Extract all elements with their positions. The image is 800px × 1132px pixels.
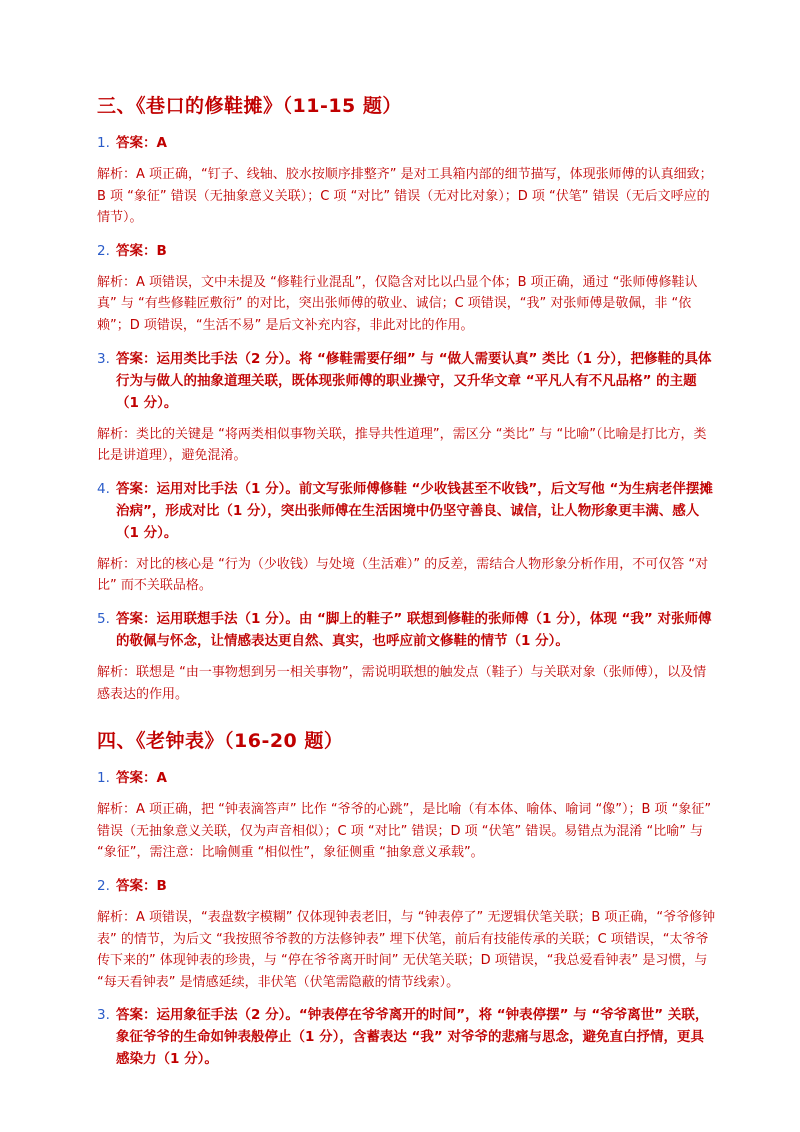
answer-text: 答案：A [116, 770, 167, 787]
explanation-text: 解析：A 项正确，“钉子、线轴、胶水按顺序排整齐” 是对工具箱内部的细节描写，体现张师傅的认真细致；B 项 “象征” 错误（无抽象意义关联）；C 项 “对比” 错误（无对比对象）；D 项 “伏笔” 错误（无后文呼应的情节）。 [97, 167, 713, 226]
section-title: 三、《巷口的修鞋摊》（11-15 题） [97, 95, 402, 117]
answer-text: 答案：运用对比手法（1 分）。前文写张师傅修鞋 “少收钱甚至不收钱”，后文写他 “为生病老伴摆摊治病”，形成对比（1 分），突出张师傅在生活困境中仍坚守善良、诚信，让人物形象更丰满、感人（1 分）。 [116, 480, 713, 541]
question-item [97, 608, 717, 652]
question-item [97, 240, 717, 262]
explanation-text: 解析：对比的核心是 “行为（少收钱）与处境（生活难）” 的反差，需结合人物形象分析作用，不可仅答 “对比” 而不关联品格。 [97, 556, 709, 594]
question-number: 5. [97, 610, 110, 627]
explanation-text: 解析：类比的关键是 “将两类相似事物关联，推导共性道理”，需区分 “类比” 与 “比喻”（比喻是打比方，类比是讲道理），避免混淆。 [97, 426, 707, 464]
question-item [97, 478, 717, 544]
explanation-text: 解析：A 项错误，“表盘数字模糊” 仅体现钟表老旧，与 “钟表停了” 无逻辑伏笔关联；B 项正确，“爷爷修钟表” 的情节，为后文 “我按照爷爷教的方法修钟表” 埋下伏笔，前后有技能传承的关联；C 项错误，“太爷爷传下来的” 体现钟表的珍贵，与 “停在爷爷离开时间” 无伏笔关联；D 项错误，“我总爱看钟表” 是习惯，与 “每天看钟表” 是情感延续，非伏笔（伏笔需隐蔽的情节线索）。 [97, 909, 716, 990]
section-title: 四、《老钟表》（16-20 题） [97, 730, 344, 753]
explanation-text: 解析：联想是 “由一事物想到另一相关事物”，需说明联想的触发点（鞋子）与关联对象（张师傅），以及情感表达的作用。 [97, 664, 707, 702]
question-number: 1. [97, 135, 110, 151]
question-item [97, 875, 717, 897]
answer-text: 答案：B [116, 877, 167, 894]
question-item [97, 348, 717, 414]
question-item [97, 767, 717, 789]
explanation-text: 解析：A 项错误，文中未提及 “修鞋行业混乱”，仅隐含对比以凸显个体；B 项正确，通过 “张师傅修鞋认真” 与 “有些修鞋匠敷衍” 的对比，突出张师傅的敬业、诚信；C 项错误，“我” 对张师傅是敬佩，非 “依赖”；D 项错误，“生活不易” 是后文补充内容，非此对比的作用。 [97, 274, 698, 333]
answer-text: 答案：运用类比手法（2 分）。将 “修鞋需要仔细” 与 “做人需要认真” 类比（1 分），把修鞋的具体行为与做人的抽象道理关联，既体现张师傅的职业操守，又升华文章 “平凡人有不凡品格” 的主题（1 分）。 [116, 350, 712, 411]
question-number: 2. [97, 877, 110, 894]
question-number: 3. [97, 1007, 110, 1024]
question-item [97, 1004, 717, 1070]
answer-text: 答案：运用象征手法（2 分）。“钟表停在爷爷离开的时间”，将 “钟表停摆” 与 “爷爷离世” 关联，象征爷爷的生命如钟表般停止（1 分），含蓄表达 “我” 对爷爷的悲痛与思念，避免直白抒情，更具感染力（1 分）。 [116, 1007, 709, 1068]
question-number: 4. [97, 480, 110, 497]
answer-text: 答案：B [116, 242, 167, 259]
question-number: 3. [97, 350, 110, 367]
document-page [97, 92, 717, 1080]
answer-text: 答案：运用联想手法（1 分）。由 “脚上的鞋子” 联想到修鞋的张师傅（1 分），体现 “我” 对张师傅的敬佩与怀念，让情感表达更自然、真实，也呼应前文修鞋的情节（1 分）。 [116, 610, 712, 649]
answer-text: 答案：A [116, 135, 167, 151]
question-number: 2. [97, 242, 110, 259]
question-item [97, 132, 717, 154]
explanation-text: 解析：A 项正确，把 “钟表滴答声” 比作 “爷爷的心跳”，是比喻（有本体、喻体、喻词 “像”）；B 项 “象征” 错误（无抽象意义关联，仅为声音相似）；C 项 “对比” 错误；D 项 “伏笔” 错误。易错点为混淆 “比喻” 与 “象征”，需注意：比喻侧重 “相似性”，象征侧重 “抽象意义承载”。 [97, 802, 712, 861]
question-number: 1. [97, 770, 110, 787]
